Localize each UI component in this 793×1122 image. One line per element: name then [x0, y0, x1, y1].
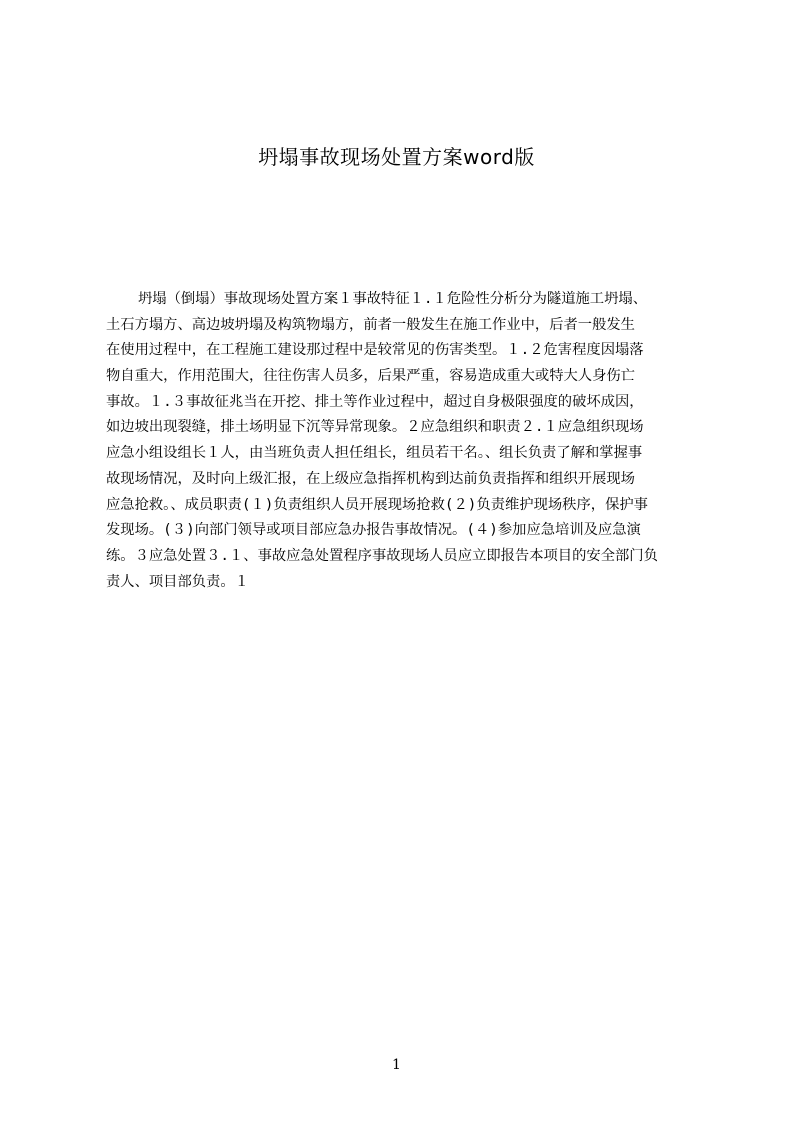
body-line: 物自重大，作用范围大，往往伤害人员多，后果严重，容易造成重大或特大人身伤亡 — [106, 368, 635, 385]
body-line: 在使用过程中，在工程施工建设那过程中是较常见的伤害类型。１.２危害程度因塌落 — [106, 342, 644, 359]
body-line: 土石方塌方、高边坡坍塌及构筑物塌方，前者一般发生在施工作业中，后者一般发生 — [106, 316, 635, 333]
body-line: 应急小组设组长１人，由当班负责人担任组长，组员若干名。、组长负责了解和掌握事 — [106, 445, 643, 462]
body-line: 如边坡出现裂缝，排土场明显下沉等异常现象。２应急组织和职责２.１应急组织现场 — [106, 419, 644, 436]
body-line: 应急抢救。、成员职责(１)负责组织人员开展现场抢救(２)负责维护现场秩序，保护事 — [106, 496, 648, 513]
body-line: 责人、项目部负责。１ — [106, 573, 249, 590]
body-line: 坍塌（倒塌）事故现场处置方案１事故特征１.１危险性分析分为隧道施工坍塌、 — [138, 291, 647, 307]
document-title: 坍塌事故现场处置方案word版 — [258, 145, 535, 169]
body-line: 发现场。(３)向部门领导或项目部应急办报告事故情况。(４)参加应急培训及应急演 — [106, 522, 641, 539]
body-line: 故现场情况，及时向上级汇报，在上级应急指挥机构到达前负责指挥和组织开展现场 — [106, 470, 635, 487]
body-line: 练。３应急处置３.１、事故应急处置程序事故现场人员应立即报告本项目的安全部门负 — [106, 547, 658, 564]
page-number: 1 — [392, 1057, 401, 1073]
body-line: 事故。１.３事故征兆当在开挖、排土等作业过程中，超过自身极限强度的破坏成因， — [106, 393, 644, 410]
document-body — [106, 290, 698, 598]
